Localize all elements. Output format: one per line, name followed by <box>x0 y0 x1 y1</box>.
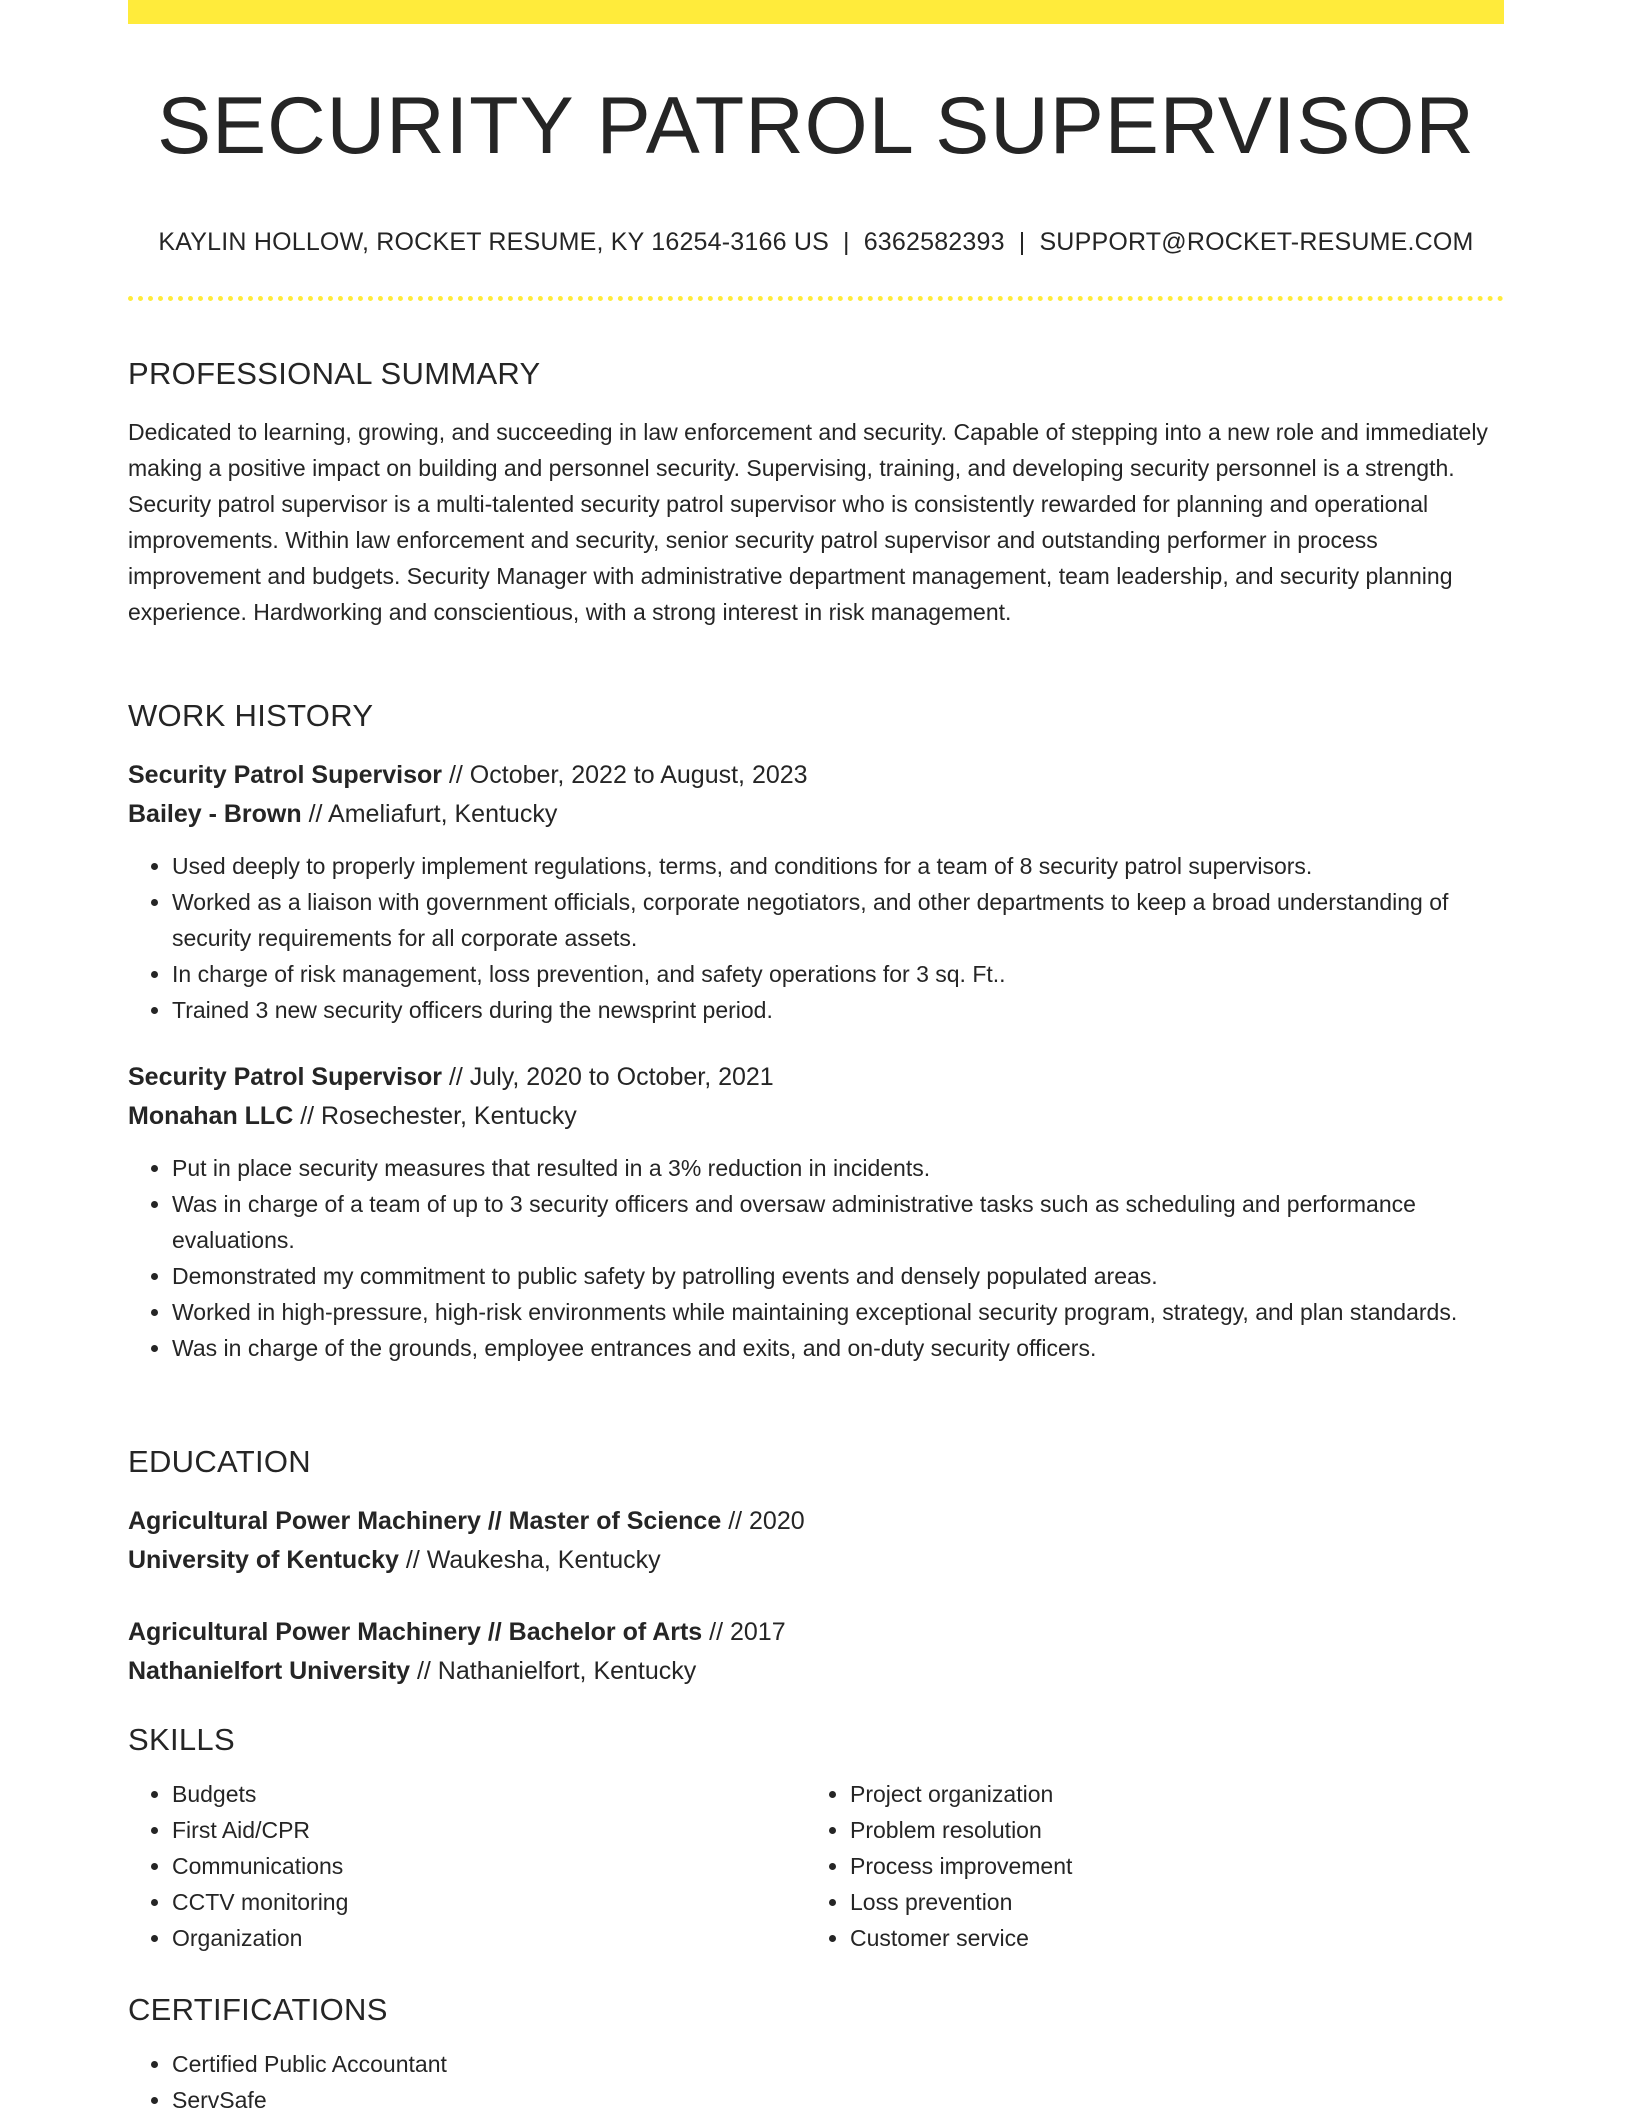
certification-item: • Certified Public Accountant <box>172 2046 1504 2082</box>
skill-item: • Customer service <box>850 1920 1484 1956</box>
education-degree: Agricultural Power Machinery // Master of Science <box>128 1507 722 1535</box>
education-year: // 2017 <box>702 1618 786 1646</box>
job-company: Bailey - Brown <box>128 800 302 828</box>
job-title-line <box>128 1058 1504 1097</box>
skills-heading: SKILLS <box>128 1722 235 1757</box>
skills-columns <box>128 1776 1504 1956</box>
summary-heading: PROFESSIONAL SUMMARY <box>128 356 541 391</box>
skills-column-right <box>806 1776 1484 1956</box>
education-degree-line <box>128 1502 1504 1541</box>
certifications-heading: CERTIFICATIONS <box>128 1992 388 2027</box>
job-entry <box>128 756 1504 1028</box>
education-location: // Nathanielfort, Kentucky <box>410 1657 697 1685</box>
job-company-line <box>128 795 1504 834</box>
job-title-line <box>128 756 1504 795</box>
work-history-heading: WORK HISTORY <box>128 698 374 733</box>
certification-item: • ServSafe <box>172 2082 1504 2118</box>
job-entry <box>128 1058 1504 1366</box>
job-bullet: • Trained 3 new security officers during the newsprint period. <box>172 992 1504 1028</box>
education-entry <box>128 1613 1504 1691</box>
skill-item: • Project organization <box>850 1776 1484 1812</box>
skill-item: • Problem resolution <box>850 1812 1484 1848</box>
education-section <box>128 1444 1504 1691</box>
job-bullet: • In charge of risk management, loss prevention, and safety operations for 3 sq. Ft.. <box>172 956 1504 992</box>
work-history-section <box>128 698 1504 1366</box>
contact-address: KAYLIN HOLLOW, ROCKET RESUME, KY 16254-3166 US <box>158 228 829 257</box>
job-title: Security Patrol Supervisor <box>128 761 443 789</box>
job-location: // Rosechester, Kentucky <box>293 1102 577 1130</box>
contact-separator: | <box>842 228 850 257</box>
job-bullets <box>128 1150 1504 1366</box>
skill-item: • Loss prevention <box>850 1884 1484 1920</box>
job-bullet: • Worked as a liaison with government officials, corporate negotiators, and other departments to keep a broad understanding of security requirements for all corporate assets. <box>172 884 1504 956</box>
summary-section <box>128 356 1504 630</box>
job-company-line <box>128 1097 1504 1136</box>
contact-email: SUPPORT@ROCKET-RESUME.COM <box>1039 228 1474 257</box>
contact-phone: 6362582393 <box>863 228 1005 257</box>
resume-title: SECURITY PATROL SUPERVISOR <box>157 81 1475 171</box>
skill-item: • Budgets <box>172 1776 806 1812</box>
education-school: University of Kentucky <box>128 1546 399 1574</box>
education-degree: Agricultural Power Machinery // Bachelor of Arts <box>128 1618 703 1646</box>
contact-line <box>128 228 1504 257</box>
education-school-line <box>128 1652 1504 1691</box>
job-bullet: • Was in charge of the grounds, employee entrances and exits, and on-duty security officers. <box>172 1330 1504 1366</box>
dotted-divider <box>128 296 1504 301</box>
skill-item: • CCTV monitoring <box>172 1884 806 1920</box>
job-dates: // October, 2022 to August, 2023 <box>442 761 808 789</box>
skill-item: • Communications <box>172 1848 806 1884</box>
education-school: Nathanielfort University <box>128 1657 411 1685</box>
education-degree-line <box>128 1613 1504 1652</box>
skills-column-left <box>128 1776 806 1956</box>
certifications-section <box>128 1992 1504 2118</box>
job-bullet: • Put in place security measures that resulted in a 3% reduction in incidents. <box>172 1150 1504 1186</box>
education-school-line <box>128 1541 1504 1580</box>
job-location: // Ameliafurt, Kentucky <box>301 800 558 828</box>
skills-section <box>128 1722 1504 1956</box>
education-location: // Waukesha, Kentucky <box>398 1546 661 1574</box>
job-company: Monahan LLC <box>128 1102 294 1130</box>
job-title: Security Patrol Supervisor <box>128 1063 443 1091</box>
skill-item: • First Aid/CPR <box>172 1812 806 1848</box>
job-bullet: • Demonstrated my commitment to public safety by patrolling events and densely populated areas. <box>172 1258 1504 1294</box>
summary-text: Dedicated to learning, growing, and succeeding in law enforcement and security. Capable of stepping into a new role and immediately making a positive impact on building and personnel security. Supervising, training, and developing security personnel is a strength. Security patrol supervisor is a multi-talented security patrol supervisor who is consistently rewarded for planning and operational improvements. Within law enforcement and security, senior security patrol supervisor and outstanding performer in process improvement and budgets. Security Manager with administrative department management, team leadership, and security planning experience. Hardworking and conscientious, with a strong interest in risk management. <box>128 419 1488 625</box>
education-entry <box>128 1502 1504 1580</box>
resume-page <box>128 0 1504 2113</box>
education-year: // 2020 <box>721 1507 805 1535</box>
job-dates: // July, 2020 to October, 2021 <box>442 1063 774 1091</box>
accent-top-bar <box>128 0 1504 24</box>
contact-separator: | <box>1018 228 1026 257</box>
education-heading: EDUCATION <box>128 1444 311 1479</box>
job-bullets <box>128 848 1504 1028</box>
skill-item: • Organization <box>172 1920 806 1956</box>
job-bullet: • Worked in high-pressure, high-risk environments while maintaining exceptional security program, strategy, and plan standards. <box>172 1294 1504 1330</box>
certifications-list <box>128 2046 1504 2118</box>
skill-item: • Process improvement <box>850 1848 1484 1884</box>
job-bullet: • Was in charge of a team of up to 3 security officers and oversaw administrative tasks such as scheduling and performance evaluations. <box>172 1186 1504 1258</box>
job-bullet: • Used deeply to properly implement regulations, terms, and conditions for a team of 8 security patrol supervisors. <box>172 848 1504 884</box>
